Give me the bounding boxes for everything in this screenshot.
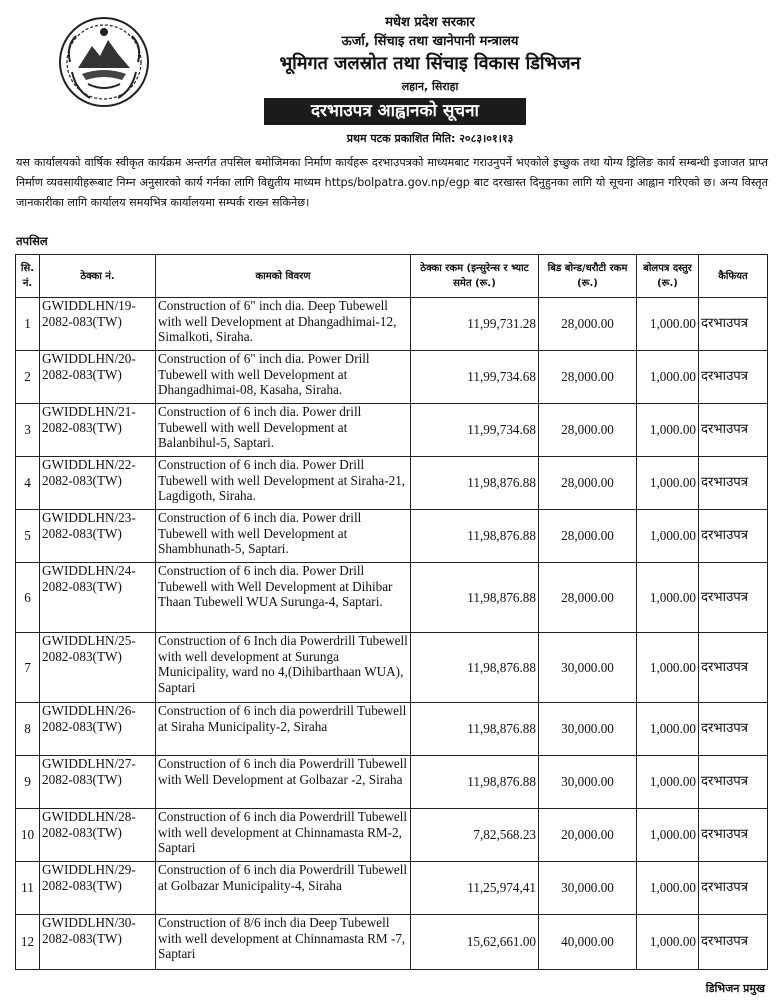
- cell-work: Construction of 6 inch dia. Power drill Tubewell with well Development at Shambhunath-5, Saptari.: [156, 510, 411, 563]
- cell-sn: 2: [16, 351, 40, 404]
- cell-sn: 12: [16, 915, 40, 970]
- cell-work: Construction of 6" inch dia. Deep Tubewell with well Development at Dhangadhimai-12, Simalkoti, Siraha.: [156, 298, 411, 351]
- table-row: [16, 298, 768, 351]
- cell-fee: 1,000.00: [637, 809, 699, 862]
- cell-sn: 9: [16, 756, 40, 809]
- cell-contract: GWIDDLHN/27-2082-083(TW): [40, 756, 156, 809]
- cell-remarks: दरभाउपत्र: [699, 915, 768, 970]
- header-contract: ठेक्का नं.: [40, 255, 156, 298]
- cell-remarks: दरभाउपत्र: [699, 809, 768, 862]
- cell-contract: GWIDDLHN/21-2082-083(TW): [40, 404, 156, 457]
- ministry-name: ऊर्जा, सिंचाइ तथा खानेपानी मन्त्रालय: [341, 34, 519, 49]
- cell-amount: 11,98,876.88: [411, 756, 539, 809]
- cell-amount: 11,99,734.68: [411, 404, 539, 457]
- province-government: मधेश प्रदेश सरकार: [385, 15, 475, 30]
- cell-fee: 1,000.00: [637, 703, 699, 756]
- cell-bond: 20,000.00: [539, 809, 637, 862]
- cell-remarks: दरभाउपत्र: [699, 756, 768, 809]
- header-sn: सि. नं.: [16, 255, 40, 298]
- table-row: [16, 756, 768, 809]
- cell-bond: 40,000.00: [539, 915, 637, 970]
- cell-contract: GWIDDLHN/22-2082-083(TW): [40, 457, 156, 510]
- cell-fee: 1,000.00: [637, 351, 699, 404]
- cell-fee: 1,000.00: [637, 404, 699, 457]
- cell-bond: 28,000.00: [539, 404, 637, 457]
- cell-sn: 6: [16, 563, 40, 633]
- table-row: [16, 915, 768, 970]
- table-row: [16, 563, 768, 633]
- cell-bond: 28,000.00: [539, 298, 637, 351]
- cell-bond: 28,000.00: [539, 351, 637, 404]
- cell-sn: 10: [16, 809, 40, 862]
- cell-fee: 1,000.00: [637, 563, 699, 633]
- header-fee: बोलपत्र दस्तुर (रू.): [637, 255, 699, 298]
- cell-remarks: दरभाउपत्र: [699, 404, 768, 457]
- table-row: [16, 633, 768, 703]
- cell-work: Construction of 6 inch dia. Power Drill Tubewell with well Development at Siraha-21, Lagdigoth, Siraha.: [156, 457, 411, 510]
- table-row: [16, 457, 768, 510]
- notice-title-banner: दरभाउपत्र आह्वानको सूचना: [264, 98, 526, 125]
- intro-paragraph: यस कार्यालयको वार्षिक स्वीकृत कार्यक्रम अन्तर्गत तपसिल बमोजिमका निर्माण कार्यहरू दरभाउपत्रको माध्यमबाट गराउनुपर्ने भएकोले इच्छुक तथा योग्य ड्रिलिङ कार्य सम्बन्धी इजाजत प्राप्त निर्माण व्यवसायीहरूबाट निम्न अनुसारको कार्य गर्नका लागि विद्युतीय माध्यम https/bolpatra.gov.np/egp बाट दरखास्त दिनुहुनका लागि यो सूचना आह्वान गरिएको छ। अन्य विस्तृत जानकारीका लागि कार्यालय समयभित्र कार्यालयमा सम्पर्क राख्न सकिनेछ।: [16, 156, 768, 209]
- cell-sn: 8: [16, 703, 40, 756]
- cell-contract: GWIDDLHN/30-2082-083(TW): [40, 915, 156, 970]
- publication-date: प्रथम पटक प्रकाशित मिति: २०८३।०१।१३: [346, 132, 514, 145]
- cell-work: Construction of 8/6 inch dia Deep Tubewell with well development at Chinnamasta RM -7, Saptari: [156, 915, 411, 970]
- cell-fee: 1,000.00: [637, 457, 699, 510]
- cell-sn: 4: [16, 457, 40, 510]
- cell-bond: 28,000.00: [539, 510, 637, 563]
- cell-amount: 15,62,661.00: [411, 915, 539, 970]
- header-work: कामको विवरण: [156, 255, 411, 298]
- table-row: [16, 404, 768, 457]
- cell-sn: 3: [16, 404, 40, 457]
- cell-remarks: दरभाउपत्र: [699, 298, 768, 351]
- cell-amount: 11,99,734.68: [411, 351, 539, 404]
- schedule-label: तपसिल: [16, 234, 48, 248]
- cell-contract: GWIDDLHN/29-2082-083(TW): [40, 862, 156, 915]
- cell-amount: 11,98,876.88: [411, 563, 539, 633]
- cell-amount: 11,99,731.28: [411, 298, 539, 351]
- cell-amount: 11,98,876.88: [411, 510, 539, 563]
- cell-bond: 28,000.00: [539, 457, 637, 510]
- cell-remarks: दरभाउपत्र: [699, 457, 768, 510]
- table-header-row: [16, 255, 768, 298]
- cell-remarks: दरभाउपत्र: [699, 703, 768, 756]
- division-name: भूमिगत जलस्रोत तथा सिंचाइ विकास डिभिजन: [279, 53, 581, 74]
- cell-contract: GWIDDLHN/19-2082-083(TW): [40, 298, 156, 351]
- cell-contract: GWIDDLHN/25-2082-083(TW): [40, 633, 156, 703]
- cell-sn: 5: [16, 510, 40, 563]
- cell-fee: 1,000.00: [637, 633, 699, 703]
- cell-remarks: दरभाउपत्र: [699, 351, 768, 404]
- cell-bond: 30,000.00: [539, 633, 637, 703]
- table-row: [16, 703, 768, 756]
- cell-work: Construction of 6 inch dia Powerdrill Tubewell at Golbazar Municipality-4, Siraha: [156, 862, 411, 915]
- cell-contract: GWIDDLHN/24-2082-083(TW): [40, 563, 156, 633]
- cell-fee: 1,000.00: [637, 915, 699, 970]
- nepal-emblem-icon: [58, 16, 150, 108]
- cell-fee: 1,000.00: [637, 510, 699, 563]
- cell-amount: 11,98,876.88: [411, 633, 539, 703]
- table-row: [16, 809, 768, 862]
- cell-amount: 7,82,568.23: [411, 809, 539, 862]
- table-row: [16, 862, 768, 915]
- office-location: लहान, सिराहा: [401, 80, 459, 93]
- cell-contract: GWIDDLHN/28-2082-083(TW): [40, 809, 156, 862]
- cell-contract: GWIDDLHN/26-2082-083(TW): [40, 703, 156, 756]
- notice-header: [0, 0, 783, 150]
- cell-work: Construction of 6 Inch dia Powerdrill Tubewell with well development at Surunga Municipality, ward no 4,(Dihibarthaan WUA), Saptari: [156, 633, 411, 703]
- cell-work: Construction of 6 inch dia Powerdrill Tubewell with well development at Chinnamasta RM-2, Saptari: [156, 809, 411, 862]
- table-row: [16, 510, 768, 563]
- cell-work: Construction of 6 inch dia. Power drill Tubewell with well Development at Balanbihul-5, Saptari.: [156, 404, 411, 457]
- cell-bond: 30,000.00: [539, 756, 637, 809]
- cell-remarks: दरभाउपत्र: [699, 633, 768, 703]
- cell-fee: 1,000.00: [637, 756, 699, 809]
- table-row: [16, 351, 768, 404]
- cell-sn: 7: [16, 633, 40, 703]
- cell-remarks: दरभाउपत्र: [699, 862, 768, 915]
- cell-remarks: दरभाउपत्र: [699, 563, 768, 633]
- cell-sn: 11: [16, 862, 40, 915]
- tender-table: [15, 254, 768, 970]
- signature-title: डिभिजन प्रमुख: [705, 982, 765, 995]
- cell-amount: 11,98,876.88: [411, 703, 539, 756]
- cell-fee: 1,000.00: [637, 298, 699, 351]
- cell-remarks: दरभाउपत्र: [699, 510, 768, 563]
- cell-sn: 1: [16, 298, 40, 351]
- cell-work: Construction of 6 inch dia. Power Drill Tubewell with Well Development at Dihibar Thaan Tubewell WUA Surunga-4, Saptari.: [156, 563, 411, 633]
- cell-fee: 1,000.00: [637, 862, 699, 915]
- cell-contract: GWIDDLHN/20-2082-083(TW): [40, 351, 156, 404]
- cell-bond: 28,000.00: [539, 563, 637, 633]
- cell-amount: 11,98,876.88: [411, 457, 539, 510]
- cell-bond: 30,000.00: [539, 703, 637, 756]
- cell-work: Construction of 6" inch dia. Power Drill Tubewell with well Development at Dhangadhimai-08, Kasaha, Siraha.: [156, 351, 411, 404]
- cell-work: Construction of 6 inch dia powerdrill Tubewell at Siraha Municipality-2, Siraha: [156, 703, 411, 756]
- header-amount: ठेक्का रकम (इन्सुरेन्स र भ्याट समेत (रू.): [411, 255, 539, 298]
- cell-bond: 30,000.00: [539, 862, 637, 915]
- cell-contract: GWIDDLHN/23-2082-083(TW): [40, 510, 156, 563]
- cell-amount: 11,25,974,41: [411, 862, 539, 915]
- cell-work: Construction of 6 inch dia Powerdrill Tubewell with Well Development at Golbazar -2, Siraha: [156, 756, 411, 809]
- header-remarks: कैफियत: [699, 255, 768, 298]
- header-bond: बिड बोन्ड/धरौटी रकम (रू.): [539, 255, 637, 298]
